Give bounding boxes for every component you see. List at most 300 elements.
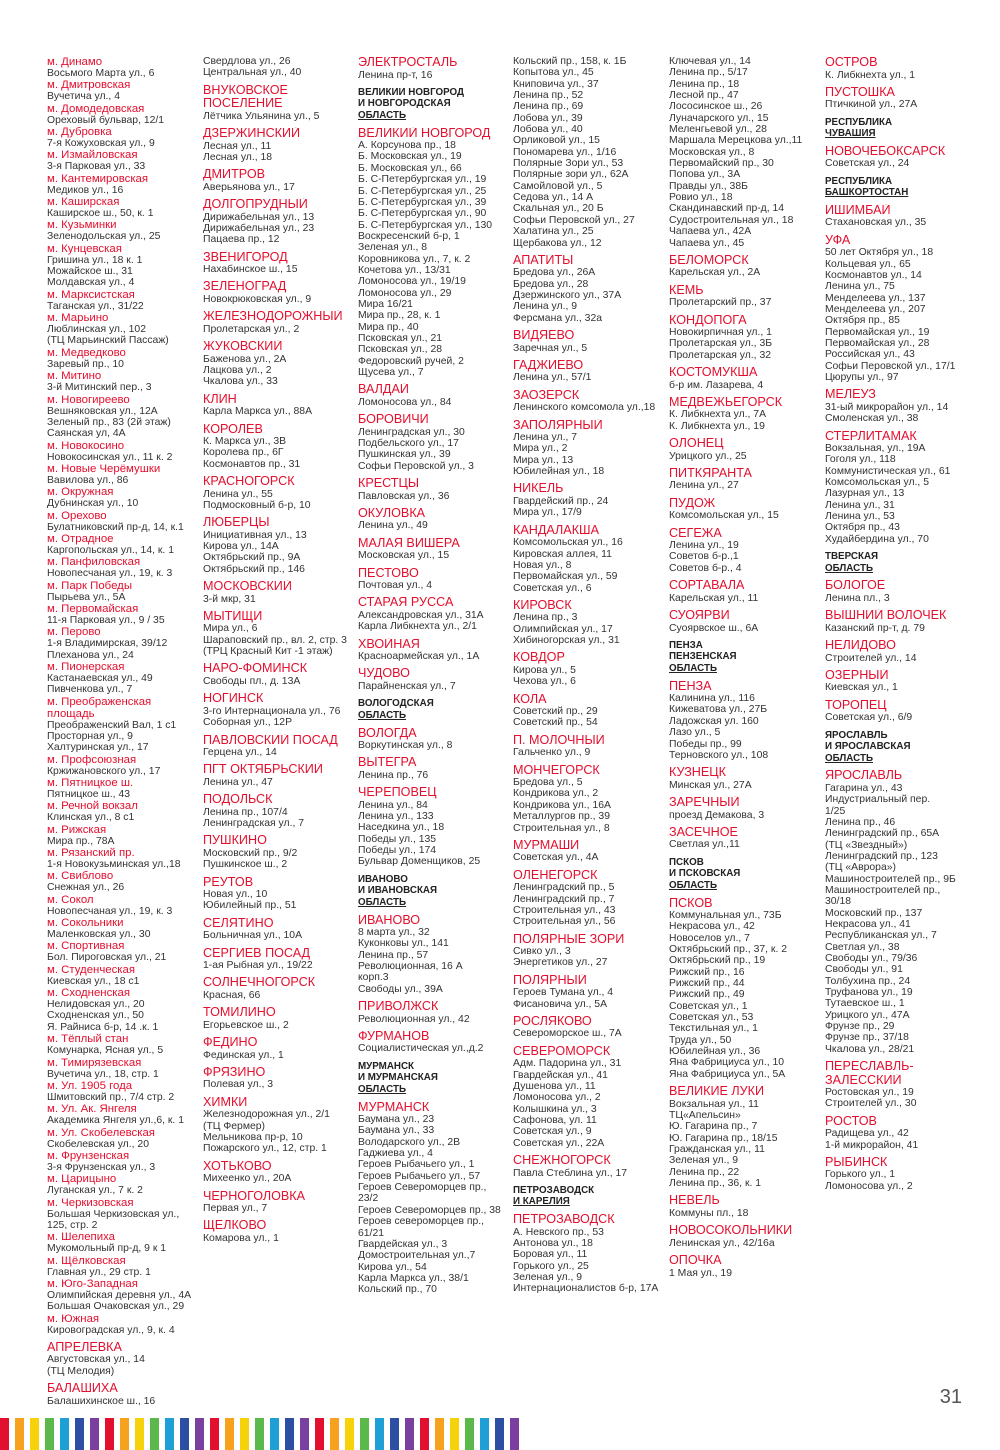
color-stripe <box>150 1418 159 1450</box>
store-address: Некрасова ул., 42 <box>669 921 755 933</box>
store-address: Советская ул., 53 <box>669 1012 754 1024</box>
store-address: Михеенко ул., 20А <box>203 1173 292 1185</box>
store-address: Пушкинская ул., 39 <box>358 449 451 461</box>
store-address: Ленина ул., 84 <box>358 799 428 811</box>
store-address: Каширское ш., 50, к. 1 <box>47 208 154 220</box>
store-address: Подбельского ул., 17 <box>358 438 459 450</box>
store-address: Гвардейский пр., 24 <box>513 495 609 507</box>
store-address: Менделеева ул., 207 <box>825 303 926 315</box>
city-name: КРЕСТЦЫ <box>358 477 419 491</box>
store-address: Героев Рыбачьего ул., 57 <box>358 1170 481 1182</box>
store-address: Софьи Перовской ул., 27 <box>513 214 635 226</box>
city-name: СЕГЕЖА <box>669 526 722 540</box>
store-address: Люблинская ул., 102 <box>47 324 146 336</box>
region-heading: ОБЛАСТЬ <box>358 710 406 721</box>
store-address: Свободы ул., 91 <box>825 964 903 976</box>
store-address: Мира пр., 40 <box>358 321 419 333</box>
city-name: П. МОЛОЧНЫЙ <box>513 733 605 747</box>
city-name: РЕУТОВ <box>203 875 254 889</box>
column-1 <box>47 56 197 1407</box>
store-address: Героев Тумана ул., 4 <box>513 987 614 999</box>
store-address: Чкалова ул., 28/21 <box>825 1043 915 1055</box>
store-address: Пивченкова ул., 7 <box>47 684 133 696</box>
store-address: Советская ул., 1 <box>669 1000 748 1012</box>
store-address: Мира ул., 17/9 <box>513 507 582 519</box>
city-name: МОСКОВСКИЙ <box>203 580 292 594</box>
store-address: Правды ул., 38Б <box>669 180 748 192</box>
store-address: Коммунальная ул., 73Б <box>669 910 782 921</box>
metro-station-name: м. Черкизовская <box>47 1196 134 1209</box>
city-name: ДМИТРОВ <box>203 168 266 182</box>
store-address: Ломоносова ул., 19/19 <box>358 276 466 288</box>
city-name: КОЛА <box>513 692 547 706</box>
store-address: Ленина ул., 31 <box>825 499 895 511</box>
store-address: Карла Либкнехта ул., 2/1 <box>358 621 477 633</box>
store-address: Академика Янгеля ул.,6, к. 1 <box>47 1115 184 1127</box>
store-address: Нелидовская ул., 20 <box>47 999 145 1011</box>
metro-station-name: м. Спортивная <box>47 940 125 953</box>
metro-station-name: м. Кузьминки <box>47 219 117 232</box>
store-address: Самойловой ул., 5 <box>513 180 603 192</box>
color-stripe <box>15 1418 24 1450</box>
metro-station-name: м. Пионерская <box>47 660 125 673</box>
store-address: Гагарина ул., 43 <box>825 782 903 794</box>
color-stripe <box>120 1418 129 1450</box>
store-address: Героев североморцев пр., <box>358 1216 485 1228</box>
city-name: КЛИН <box>203 392 237 406</box>
store-address: Ленина ул., 53 <box>825 511 895 523</box>
metro-station-name: м. Перово <box>47 626 101 639</box>
store-address: Лесной пр., 47 <box>669 90 739 102</box>
store-address: Революционная ул., 42 <box>358 1013 470 1025</box>
city-name: СЕЛЯТИНО <box>203 916 274 930</box>
store-address: Калинина ул., 116 <box>669 693 755 705</box>
city-name: ОЛЕНЕГОРСК <box>513 868 598 882</box>
store-address: Мира 16/21 <box>358 298 413 310</box>
metro-station-name: м. Рязанский пр. <box>47 847 135 860</box>
store-address: (ТЦ «Аврора») <box>825 862 896 874</box>
city-name: БОРОВИЧИ <box>358 413 429 427</box>
store-address: Первомайская ул., 28 <box>825 338 930 349</box>
city-name: СЕРГИЕВ ПОСАД <box>203 946 311 960</box>
store-address: Лососинское ш., 26 <box>669 101 763 113</box>
store-address: Ровио ул., 18 <box>669 192 733 204</box>
city-name: КОНДОПОГА <box>669 313 747 327</box>
city-name: ОЛОНЕЦ <box>669 437 724 451</box>
region-heading: ВОЛОГОДСКАЯ <box>358 699 434 710</box>
city-name: КЕМЬ <box>669 283 704 297</box>
metro-station-name: м. Царицыно <box>47 1173 117 1186</box>
region-heading: БАШКОРТОСТАН <box>825 188 909 199</box>
color-stripe <box>345 1418 354 1450</box>
store-address: Урицкого ул., 25 <box>669 450 747 462</box>
store-address: Текстильная ул., 1 <box>669 1023 758 1035</box>
color-stripe <box>180 1418 189 1450</box>
metro-station-name: м. Сходненская <box>47 987 131 1000</box>
store-address: Казанский пр-т, д. 79 <box>825 622 925 634</box>
store-address: Зеленая ул., 9 <box>513 1271 583 1283</box>
store-address: Маршала Мерецкова ул.,11 <box>669 135 803 147</box>
store-address: 3-й мкр, 31 <box>203 593 256 605</box>
store-address: Гвардейская ул., 41 <box>513 1069 608 1081</box>
store-address: Псковская ул., 21 <box>358 332 443 344</box>
store-address: Пятницкое ш., 43 <box>47 789 131 801</box>
store-address: Коммуны пл., 18 <box>669 1207 749 1219</box>
store-address: Ленина ул., 27 <box>669 480 739 492</box>
city-name: БАЛАШИХА <box>47 1382 118 1396</box>
store-address: 8 марта ул., 32 <box>358 927 430 939</box>
city-name: УФА <box>825 233 851 247</box>
store-address: Комсомольская ул., 16 <box>513 537 623 549</box>
store-address: Советский пр., 29 <box>513 706 598 718</box>
city-name: ЧЕРЕПОВЕЦ <box>358 786 437 800</box>
store-address: Бредова ул., 28 <box>513 278 589 290</box>
store-address: Ломоносова ул., 29 <box>358 287 452 299</box>
city-name: ЗАОЗЕРСК <box>513 388 580 402</box>
store-address: Ленинградская ул., 7 <box>203 818 305 830</box>
store-address: 3-й Митинский пер., 3 <box>47 382 152 394</box>
store-address: Кирова ул., 54 <box>358 1261 427 1273</box>
store-address: Толбухина пр., 24 <box>825 975 911 987</box>
store-address: Революционная, 16 А <box>358 961 463 973</box>
store-address: Птичкиной ул., 27А <box>825 99 918 111</box>
city-name: НИКЕЛЬ <box>513 482 564 496</box>
color-stripe-footer <box>0 1418 1000 1450</box>
store-address: Октября пр., 85 <box>825 315 900 327</box>
store-address: Щусева ул., 7 <box>358 367 424 378</box>
city-name: ВЫТЕГРА <box>358 756 417 770</box>
store-address: Ленина пл., 3 <box>825 592 890 604</box>
metro-station-name: м. Динамо <box>47 56 103 68</box>
store-address: Кочетова ул., 13/31 <box>358 264 451 276</box>
store-address: Мукомольный пр-д, 9 к 1 <box>47 1243 167 1255</box>
store-address: Терновского ул., 108 <box>669 749 769 761</box>
store-address: Герцена ул., 14 <box>203 747 277 758</box>
store-address: Судостроительная ул., 18 <box>669 214 794 226</box>
store-address: 50 лет Октября ул., 18 <box>825 247 934 259</box>
store-address: Фрунзе пр., 29 <box>825 1021 895 1033</box>
metro-station-name: м. Первомайская <box>47 602 139 615</box>
store-address: Урицкого ул., 47А <box>825 1009 910 1021</box>
store-address: Ленинградский пр., 65А <box>825 828 940 840</box>
store-address: Строителей ул., 14 <box>825 652 917 664</box>
city-name: БОЛОГОЕ <box>825 579 886 593</box>
store-address: Советский пр., 54 <box>513 717 598 729</box>
store-address: Комсомольская ул., 15 <box>669 510 779 522</box>
store-address: Некрасова ул., 41 <box>825 918 911 930</box>
color-stripe <box>30 1418 39 1450</box>
city-name: ФУРМАНОВ <box>358 1029 430 1043</box>
store-address: Ленина ул., 9 <box>513 301 578 313</box>
city-name: СНЕЖНОГОРСК <box>513 1154 611 1168</box>
city-name: МЫТИЩИ <box>203 609 263 623</box>
region-heading: И ИВАНОВСКАЯ <box>358 886 438 897</box>
color-stripe <box>240 1418 249 1450</box>
store-address: Ленина ул., 49 <box>358 520 428 532</box>
store-address: Радищева ул., 42 <box>825 1128 909 1140</box>
city-name: ИШИМБАЙ <box>825 203 891 217</box>
store-address: Ленина пр., 3 <box>513 612 578 624</box>
region-heading: И ЯРОСЛАВСКАЯ <box>825 742 911 753</box>
city-name: ПСКОВ <box>669 896 713 910</box>
store-address: Б. С-Петербургская ул., 39 <box>358 196 487 208</box>
color-stripe <box>90 1418 99 1450</box>
store-address: Октябрьский пр., 19 <box>669 955 766 967</box>
store-address: Героев Рыбачьего ул., 1 <box>358 1159 475 1171</box>
color-stripe <box>270 1418 279 1450</box>
store-address: Кижеватова ул., 27Б <box>669 704 768 716</box>
store-address: Гаджиева ул., 4 <box>358 1148 433 1160</box>
store-address: Строительная ул., 8 <box>513 822 610 834</box>
store-address: Ленина ул., 133 <box>358 811 434 823</box>
store-address: Почтовая ул., 4 <box>358 580 433 592</box>
store-address: 1/25 <box>825 805 846 817</box>
store-address: Лётчика Ульянина ул., 5 <box>203 110 320 122</box>
store-address: Бульвар Доменщиков, 25 <box>358 856 481 868</box>
store-address: Луначарского ул., 15 <box>669 112 769 124</box>
store-address: Менделеева ул., 137 <box>825 292 926 304</box>
store-address: Мира пр., 28, к. 1 <box>358 310 441 322</box>
city-name: ПОСЕЛЕНИЕ <box>203 97 283 111</box>
store-address: Антонова ул., 18 <box>513 1237 593 1249</box>
store-address: Ленина ул., 7 <box>513 432 578 444</box>
color-stripe <box>195 1418 204 1450</box>
region-heading: МУРМАНСК <box>358 1061 415 1072</box>
store-address: Ленина ул., 19 <box>669 540 739 552</box>
store-address: Мельникова пр-р, 10 <box>203 1132 303 1143</box>
store-address: Свободы ул., 79/36 <box>825 953 918 964</box>
store-address: Лазо ул., 5 <box>669 727 721 739</box>
store-address: Я. Райниса б-р, 14 .к. 1 <box>47 1021 159 1033</box>
region-heading: ПЕНЗЕНСКАЯ <box>669 652 737 663</box>
store-address: Саянская ул, 4А <box>47 428 126 440</box>
store-address: Карельская ул., 2А <box>669 267 761 279</box>
metro-station-name: м. Пятницкое ш. <box>47 777 134 790</box>
store-address: Вокзальная, ул., 19А <box>825 443 926 455</box>
store-address: Худайбердина ул., 70 <box>825 533 929 545</box>
store-address: Наседкина ул., 18 <box>358 822 445 834</box>
store-address: Медиков ул., 16 <box>47 184 124 196</box>
color-stripe <box>45 1418 54 1450</box>
region-heading: ОБЛАСТЬ <box>358 897 406 908</box>
city-name: МУРМАШИ <box>513 838 580 852</box>
store-address: Шмитовский пр., 7/4 стр. 2 <box>47 1091 175 1103</box>
store-address: Кастанаевская ул., 49 <box>47 672 153 684</box>
store-address: Республиканская ул., 7 <box>825 930 937 942</box>
store-address: Стахановская ул., 35 <box>825 217 927 229</box>
color-stripe <box>360 1418 369 1450</box>
store-address: 1-я Новокузьминская ул.,18 <box>47 859 181 871</box>
store-address: Кирова ул., 5 <box>513 664 576 676</box>
city-name: ПОДОЛЬСК <box>203 793 273 807</box>
store-address: Воскресенский б-р, 1 <box>358 230 460 242</box>
color-stripe <box>435 1418 444 1450</box>
store-address: Вавилова ул., 86 <box>47 474 129 486</box>
color-stripe <box>405 1418 414 1450</box>
store-address: Советская ул., 6 <box>513 582 592 594</box>
store-address: Гришина ул., 18 к. 1 <box>47 254 143 266</box>
store-address: Кольский пр., 70 <box>358 1284 437 1296</box>
store-address: Лесная ул., 18 <box>203 151 273 163</box>
city-name: МЕДВЕЖЬЕГОРСК <box>669 395 783 409</box>
metro-station-name: м. Речной вокзал <box>47 800 138 813</box>
store-address: 7-я Кожуховская ул., 9 <box>47 138 155 150</box>
metro-station-name: м. Сокольники <box>47 917 124 930</box>
metro-station-name: м. Дмитровская <box>47 79 131 92</box>
store-address: Победы ул., 135 <box>358 833 437 845</box>
store-address: Полевая ул., 3 <box>203 1079 274 1091</box>
store-address: Зеленый пр., 83 (2й этаж) <box>47 416 171 428</box>
store-address: Новая ул., 8 <box>513 559 572 571</box>
city-name: ПУСТОШКА <box>825 85 895 99</box>
store-address: Первая ул., 7 <box>203 1203 268 1215</box>
city-name: ПИТКЯРАНТА <box>669 466 752 480</box>
store-address: 31-ый микрорайон ул., 14 <box>825 401 949 413</box>
color-stripe <box>510 1418 519 1450</box>
city-name: ХВОЙНАЯ <box>358 637 420 651</box>
store-address: Баженова ул., 2А <box>203 353 287 365</box>
city-name: ЗАСЕЧНОЕ <box>669 825 738 839</box>
region-heading: ИВАНОВО <box>358 874 408 885</box>
store-address: Советская ул., 22А <box>513 1137 605 1149</box>
metro-station-name: м. Марксистская <box>47 288 135 301</box>
store-address: Октябрьский пр., 37, к. 2 <box>669 944 788 956</box>
column-5 <box>669 56 819 1279</box>
store-address: Ленина пр., 22 <box>669 1166 740 1178</box>
store-address: Халатина ул., 25 <box>513 226 594 238</box>
store-address: Ленинская ул., 42/16а <box>669 1237 775 1249</box>
metro-station-name: м. Новогиреево <box>47 393 130 406</box>
color-stripe <box>420 1418 429 1450</box>
store-address: Кондрикова ул., 2 <box>513 788 599 800</box>
store-address: К. Либкнехта ул., 7А <box>669 409 767 421</box>
city-name: КУЗНЕЦК <box>669 766 726 780</box>
store-address: Просторная ул., 9 <box>47 731 133 742</box>
color-stripe <box>465 1418 474 1450</box>
metro-station-name: м. Медведково <box>47 346 126 359</box>
region-heading: ТВЕРСКАЯ <box>825 552 879 563</box>
store-address: Главная ул., 29 стр. 1 <box>47 1266 151 1278</box>
color-stripe <box>75 1418 84 1450</box>
city-name: ПРИВОЛЖСК <box>358 1000 439 1014</box>
store-address: Сходненская ул., 50 <box>47 1010 144 1022</box>
store-address: Скальная ул., 20 Б <box>513 203 604 215</box>
store-address: Московский пр., 9/2 <box>203 847 298 859</box>
store-address: Олимпийская деревня ул., 4А <box>47 1289 192 1301</box>
store-address: Александровская ул., 31А <box>358 609 484 621</box>
store-address: Кировская аллея, 11 <box>513 548 612 560</box>
store-address: Каргопольская ул., 14, к. 1 <box>47 544 174 556</box>
region-heading: РЕСПУБЛИКА <box>825 117 893 128</box>
metro-station-name: м. Щёлковская <box>47 1254 126 1267</box>
store-address: Ленинградская ул., 30 <box>358 426 465 438</box>
store-address: Первомайский пр., 30 <box>669 158 774 170</box>
store-address: Павловская ул., 36 <box>358 490 450 502</box>
city-name: ПУДОЖ <box>669 496 716 510</box>
store-address: Б. С-Петербургская ул., 130 <box>358 219 493 231</box>
store-address: 3-го Интернационала ул., 76 <box>203 705 341 717</box>
store-address: Космонавтов ул., 14 <box>825 269 922 281</box>
city-name: СОРТАВАЛА <box>669 579 745 593</box>
store-address: Чехова ул., 6 <box>513 676 576 688</box>
store-address: Пролетарская ул., 3Б <box>669 338 773 350</box>
store-address: Зеленая ул., 9 <box>669 1155 739 1167</box>
store-address: Копытова ул., 45 <box>513 67 594 79</box>
store-address: Чапаева ул., 42А <box>669 226 752 238</box>
store-address: Комунарка, Ясная ул., 5 <box>47 1045 164 1057</box>
store-address: Октябрьский пр., 9А <box>203 552 301 564</box>
store-address: Кировоградская ул., 9, к. 4 <box>47 1324 175 1336</box>
store-address: Королева пр., 6Г <box>203 447 284 459</box>
metro-station-name: м. Преображенская <box>47 695 152 708</box>
column-2 <box>203 56 353 1244</box>
store-address: Новоселов ул., 7 <box>669 932 750 944</box>
store-address: Юбилейная ул., 36 <box>669 1046 761 1058</box>
store-address: Маленковская ул., 30 <box>47 929 151 941</box>
store-address: Юбилейный пр., 51 <box>203 900 297 912</box>
store-address: 1-я Владимирская, 39/12 <box>47 638 168 650</box>
color-stripe <box>330 1418 339 1450</box>
store-address: Ленина ул., 47 <box>203 776 273 788</box>
store-address: Ленина пр., 76 <box>358 769 429 781</box>
region-heading: РЕСПУБЛИКА <box>825 176 893 187</box>
store-address: Гальченко ул., 9 <box>513 747 591 759</box>
store-address: 61/21 <box>358 1227 385 1239</box>
city-name: СТАРАЯ РУССА <box>358 596 454 610</box>
store-address: Кондрикова ул., 16А <box>513 799 611 811</box>
store-address: (ТЦ Фермер) <box>203 1120 265 1132</box>
metro-station-name: м. Ул. Скобелевская <box>47 1126 155 1139</box>
metro-station-name: м. Южная <box>47 1312 100 1325</box>
store-address: Героев Североморцев пр., <box>358 1182 487 1194</box>
city-name: КАНДАЛАКША <box>513 523 599 537</box>
store-address: Гоголя ул., 118 <box>825 454 896 466</box>
store-address: Коммунистическая ул., 61 <box>825 465 951 477</box>
metro-station-name: м. Фрунзенская <box>47 1149 130 1162</box>
metro-station-name: площадь <box>47 707 95 720</box>
region-heading: ВЕЛИКИЙ НОВГОРОД <box>358 87 465 98</box>
store-address: 1-й микрорайон, 41 <box>825 1139 919 1151</box>
store-address: Б. С-Петербургская ул., 90 <box>358 208 487 220</box>
store-address: Аверьянова ул., 17 <box>203 181 295 193</box>
store-address: Восьмого Марта ул., 6 <box>47 68 155 79</box>
store-address: Полярные Зори ул., 53 <box>513 158 624 170</box>
store-address: Адм. Падорина ул., 31 <box>513 1058 622 1070</box>
store-address: Сафонова, ул. 11 <box>513 1115 597 1126</box>
store-address: Попова ул., 3А <box>669 169 741 181</box>
city-name: БЕЛОМОРСК <box>669 253 749 267</box>
city-name: ОКУЛОВКА <box>358 506 426 520</box>
metro-station-name: м. Студенческая <box>47 963 136 976</box>
city-name: ЯРОСЛАВЛЬ <box>825 769 903 783</box>
metro-station-name: м. Свиблово <box>47 870 114 883</box>
city-name: НЕЛИДОВО <box>825 639 896 653</box>
store-address: Ленина пр., 69 <box>513 101 584 113</box>
store-address: Ленина пр., 57 <box>358 949 429 961</box>
metro-station-name: м. Юго-Западная <box>47 1277 138 1290</box>
store-address: Орликовой ул., 15 <box>513 135 600 147</box>
metro-station-name: м. Шелепиха <box>47 1231 115 1244</box>
store-address: Героев Североморцев пр., 38 <box>358 1204 501 1216</box>
color-stripe <box>495 1418 504 1450</box>
store-address: Дзержинского ул., 37А <box>513 290 622 302</box>
store-address: Лесная ул., 11 <box>203 140 272 152</box>
region-heading: ПЕНЗА <box>669 640 703 651</box>
store-address: Тутаевское ш., 1 <box>825 998 905 1010</box>
color-stripe <box>375 1418 384 1450</box>
store-address: Больничная ул., 10А <box>203 930 303 942</box>
city-name: ОЗЕРНЫЙ <box>825 668 889 682</box>
